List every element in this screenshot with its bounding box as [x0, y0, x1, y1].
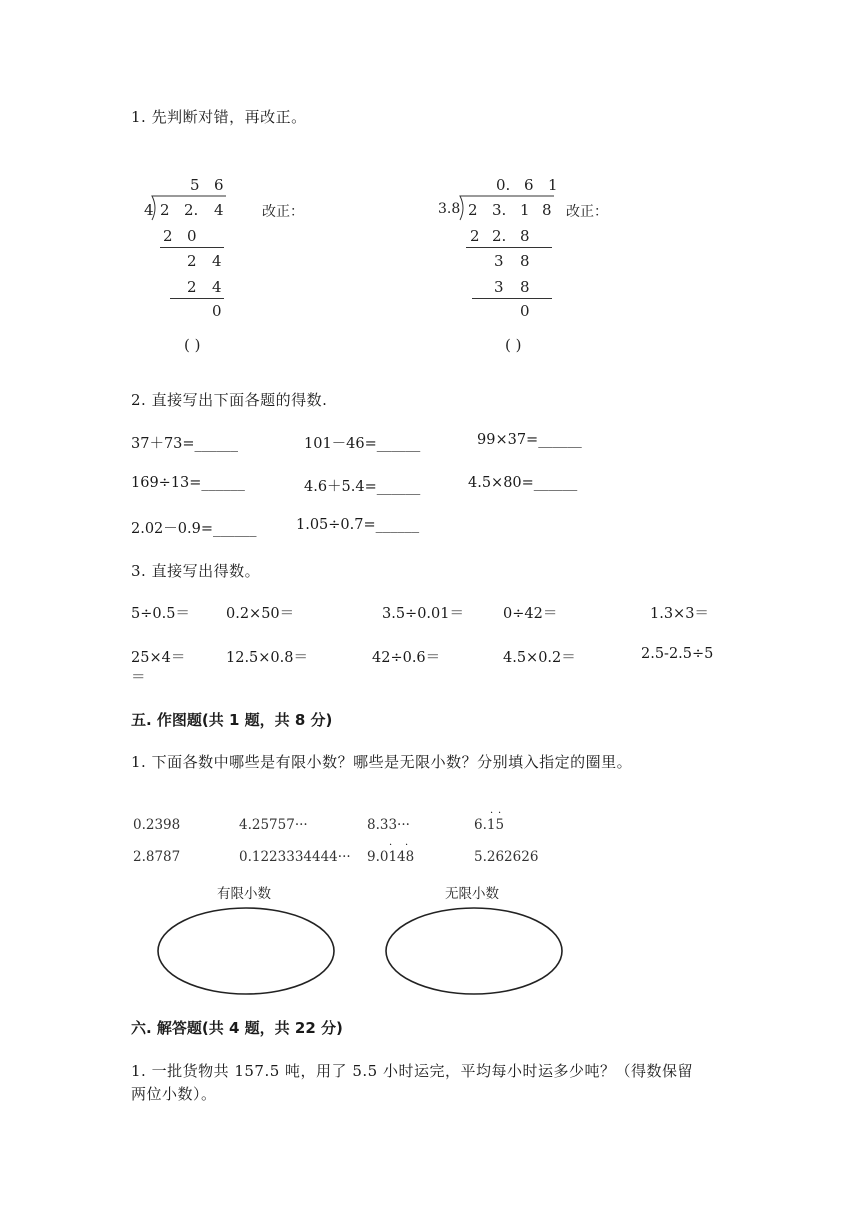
q2-expr: 4.6＋5.4=______	[304, 479, 421, 495]
section5-q1: 1. 下面各数中哪些是有限小数？哪些是无限小数？分别填入指定的圈里。	[131, 753, 633, 771]
q3-expr: 2.5-2.5÷5	[641, 646, 714, 662]
q2-expr: 4.5×80=______	[468, 475, 578, 491]
section5-title: 五. 作图题(共 1 题，共 8 分)	[131, 711, 333, 729]
right-quotient-digit: 1	[548, 176, 558, 194]
repeating-dot: ·	[490, 808, 494, 819]
right-judge-parens[interactable]: ( )	[505, 336, 522, 354]
left-divisor: 4	[144, 201, 154, 219]
right-quotient-digit: 6	[524, 176, 534, 194]
q3-expr: 3.5÷0.01＝	[382, 606, 464, 622]
q1-title: 1. 先判断对错，再改正。	[131, 108, 307, 126]
decimal-number: 0.1223334444···	[239, 849, 351, 865]
right-step-digit: 2.	[492, 227, 507, 245]
right-step-digit: 3	[494, 278, 504, 296]
right-step-digit: 8	[520, 278, 530, 296]
finite-oval[interactable]	[155, 905, 337, 997]
left-step-digit: 2	[163, 227, 173, 245]
right-remainder: 0	[520, 302, 530, 320]
q3-expr: 0÷42＝	[503, 606, 558, 622]
left-quotient-digit: 6	[214, 176, 224, 194]
decimal-number: 6.15	[474, 817, 505, 833]
left-step-digit: 2	[187, 278, 197, 296]
q2-expr: 1.05÷0.7=______	[296, 517, 420, 533]
right-step-digit: 8	[520, 252, 530, 270]
decimal-number: 8.33···	[367, 817, 410, 833]
q2-expr: 101－46=______	[304, 436, 421, 452]
left-dividend-digit: 4	[214, 201, 224, 219]
left-rule	[170, 298, 224, 299]
left-judge-parens[interactable]: ( )	[184, 336, 201, 354]
repeating-dot: ·	[498, 808, 502, 819]
left-dividend-digit: 2.	[184, 201, 199, 219]
q2-expr: 37＋73=______	[131, 436, 239, 452]
q3-expr: 42÷0.6＝	[372, 650, 441, 666]
right-dividend-digit: 1	[520, 201, 530, 219]
infinite-oval[interactable]	[383, 905, 565, 997]
q3-expr: 1.3×3＝	[650, 606, 709, 622]
q2-expr: 99×37=______	[477, 432, 582, 448]
right-quotient-digit: 0.	[496, 176, 511, 194]
finite-label: 有限小数	[217, 886, 271, 902]
q3-expr: 12.5×0.8＝	[226, 650, 308, 666]
section6-q1-line1: 1. 一批货物共 157.5 吨，用了 5.5 小时运完，平均每小时运多少吨？（得数保留	[131, 1062, 693, 1080]
left-remainder: 0	[212, 302, 222, 320]
right-fix-label: 改正：	[566, 204, 608, 220]
decimal-number: 5.262626	[474, 849, 539, 865]
repeating-dot: ·	[405, 840, 409, 851]
decimal-number: 4.25757···	[239, 817, 308, 833]
q3-expr: 4.5×0.2＝	[503, 650, 576, 666]
q3-expr: 0.2×50＝	[226, 606, 295, 622]
section6-q1-line2: 两位小数）。	[131, 1085, 217, 1103]
decimal-number: 2.8787	[133, 849, 181, 865]
infinite-label: 无限小数	[445, 886, 499, 902]
left-step-digit: 2	[187, 252, 197, 270]
section6-title: 六. 解答题(共 4 题，共 22 分)	[131, 1019, 343, 1037]
left-fix-label: 改正：	[262, 204, 304, 220]
q3-title: 3. 直接写出得数。	[131, 562, 261, 580]
right-step-digit: 3	[494, 252, 504, 270]
q2-expr: 169÷13=______	[131, 475, 245, 491]
right-dividend-digit: 3.	[492, 201, 507, 219]
q3-expr: 25×4＝	[131, 650, 186, 666]
decimal-number: 0.2398	[133, 817, 181, 833]
left-rule	[160, 247, 224, 248]
q3-expr: 5÷0.5＝	[131, 606, 190, 622]
q2-expr: 2.02－0.9=______	[131, 521, 257, 537]
left-step-digit: 4	[212, 278, 222, 296]
right-rule	[472, 298, 552, 299]
decimal-number: 9.0148	[367, 849, 415, 865]
q2-title: 2. 直接写出下面各题的得数.	[131, 391, 328, 409]
right-rule	[466, 247, 552, 248]
repeating-dot: ·	[389, 840, 393, 851]
right-dividend-digit: 2	[468, 201, 478, 219]
left-step-digit: 4	[212, 252, 222, 270]
right-divisor: 3.8	[438, 201, 461, 217]
right-step-digit: 8	[520, 227, 530, 245]
right-dividend-digit: 8	[542, 201, 552, 219]
q3-expr-wrap: ＝	[131, 670, 146, 686]
right-step-digit: 2	[470, 227, 480, 245]
left-step-digit: 0	[187, 227, 197, 245]
left-quotient-digit: 5	[190, 176, 200, 194]
left-dividend-digit: 2	[160, 201, 170, 219]
